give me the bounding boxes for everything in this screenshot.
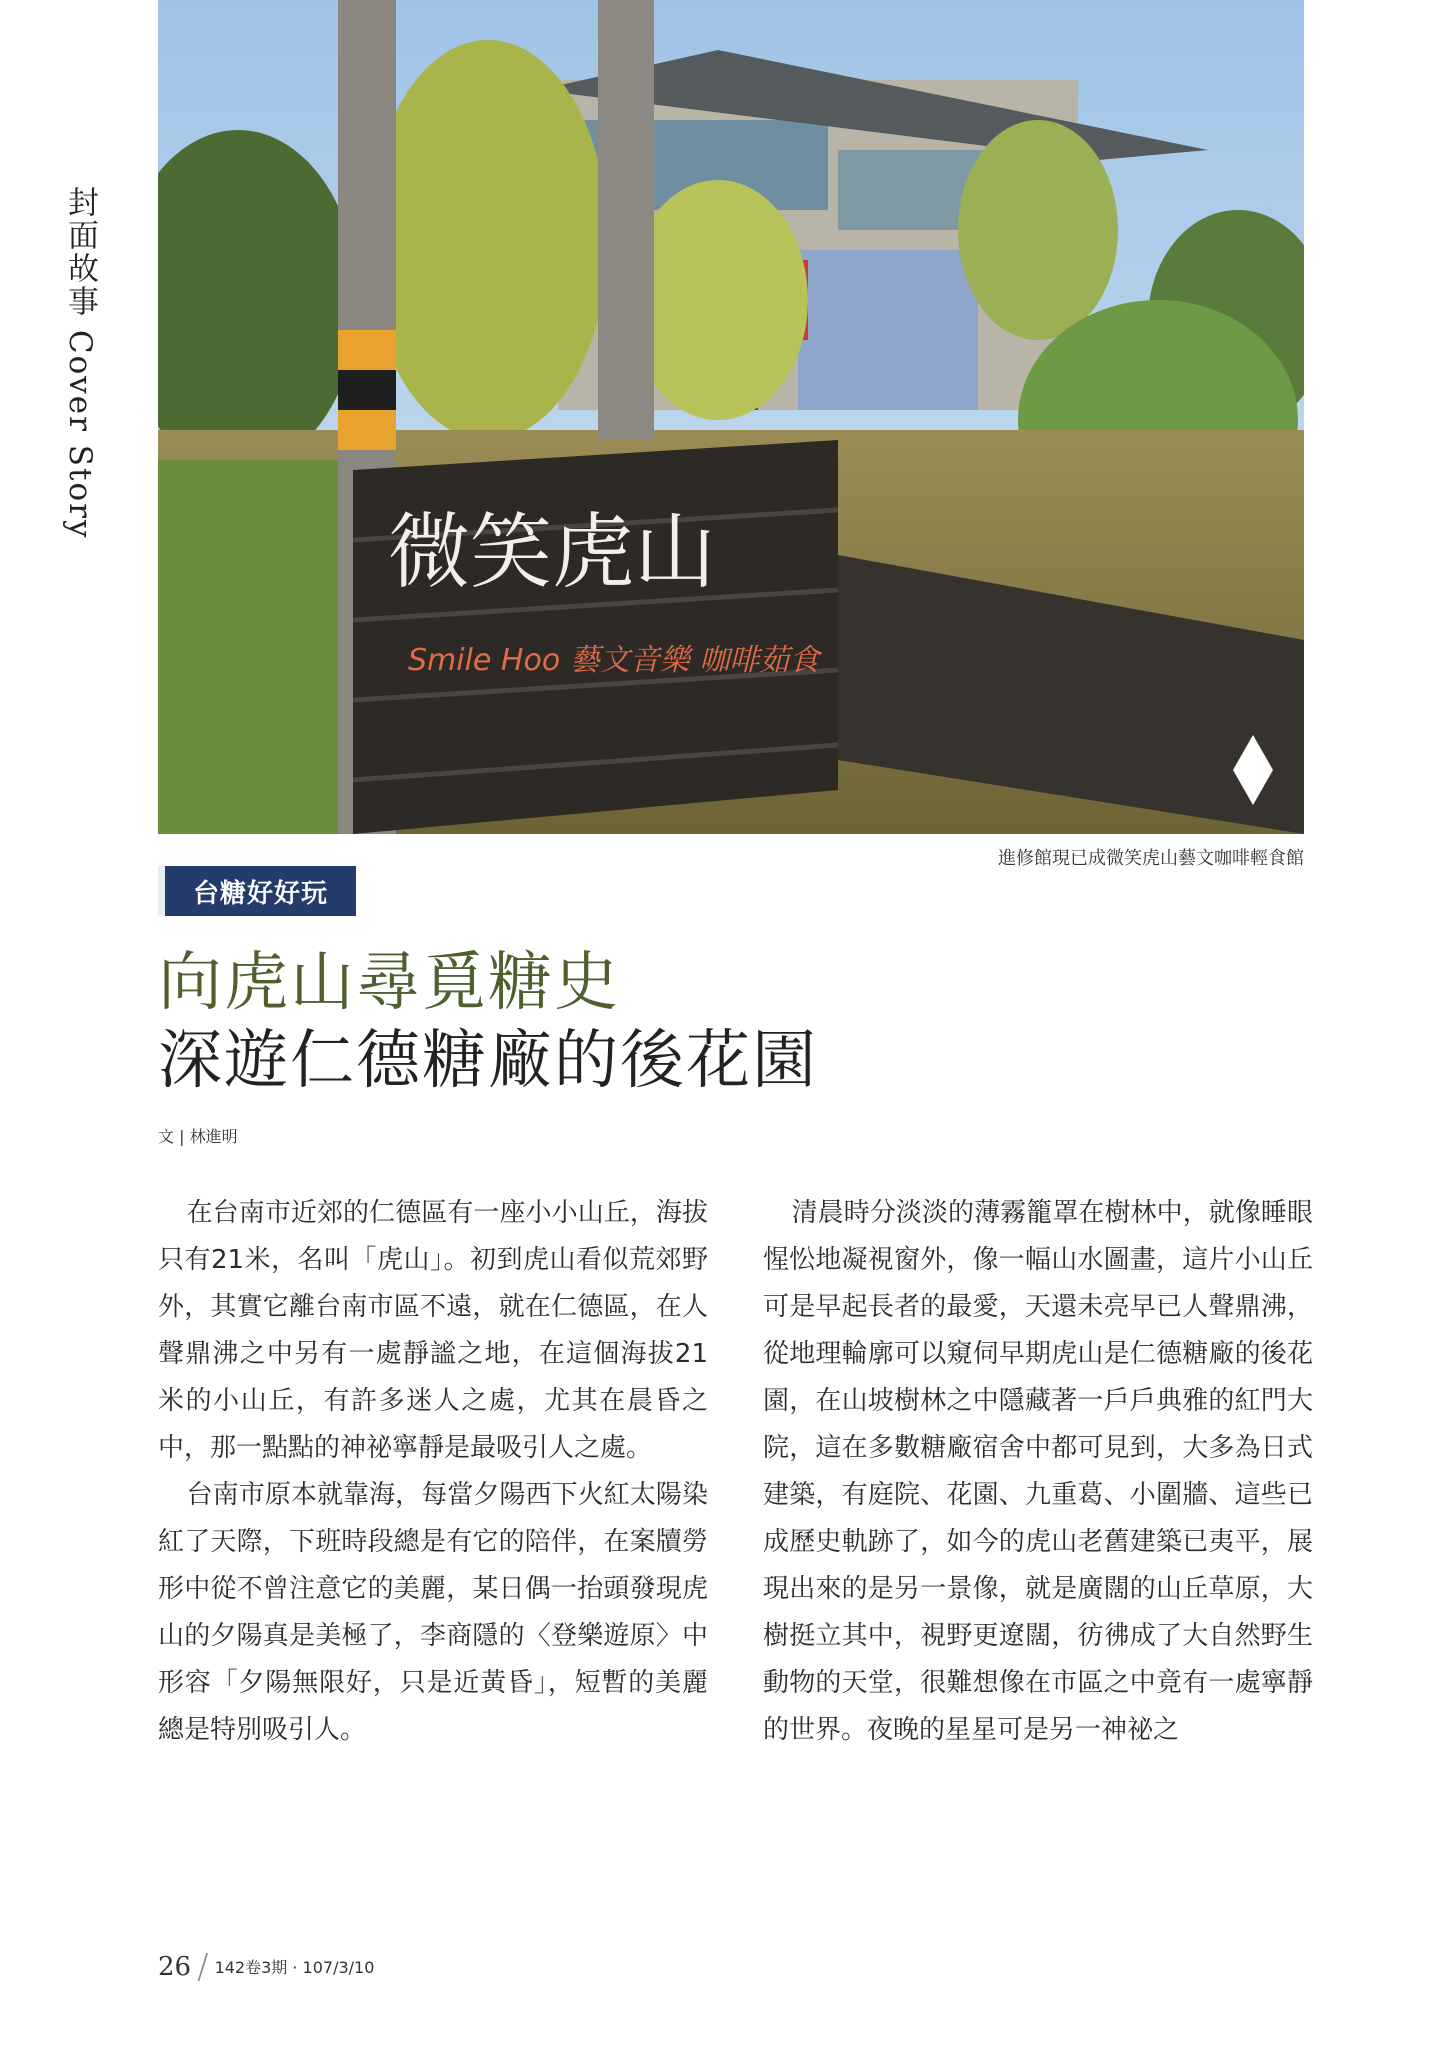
issue-info: 142卷3期 · 107/3/10 bbox=[214, 1958, 375, 1977]
paragraph: 台南市原本就靠海，每當夕陽西下火紅太陽染紅了天際，下班時段總是有它的陪伴，在案牘勞形中從不曾注意它的美麗，某日偶一抬頭發現虎山的夕陽真是美極了，李商隱的〈登樂遊原〉中形容「夕陽無限好，只是近黃昏」，短暫的美麗總是特別吸引人。 bbox=[158, 1480, 708, 1745]
paragraph: 清晨時分淡淡的薄霧籠罩在樹林中，就像睡眼惺忪地凝視窗外，像一幅山水圖畫，這片小山丘可是早起長者的最愛，天還未亮早已人聲鼎沸，從地理輪廓可以窺伺早期虎山是仁德糖廠的後花園，在山坡樹林之中隱藏著一戶戶典雅的紅門大院，這在多數糖廠宿舍中都可見到，大多為日式建築，有庭院、花園、九重葛、小圍牆、這些已成歷史軌跡了，如今的虎山老舊建築已夷平，展現出來的是另一景像，就是廣闊的山丘草原，大樹挺立其中，視野更遼闊，彷彿成了大自然野生動物的天堂，很難想像在市區之中竟有一處寧靜的世界。夜晚的星星可是另一神祕之 bbox=[763, 1198, 1313, 1745]
article-title bbox=[158, 944, 1304, 1100]
paragraph: 在台南市近郊的仁德區有一座小小山丘，海拔只有21米，名叫「虎山」。初到虎山看似荒郊野外，其實它離台南市區不遠，就在仁德區，在人聲鼎沸之中另有一處靜謐之地，在這個海拔21米的小山丘，有許多迷人之處，尤其在晨昏之中，那一點點的神祕寧靜是最吸引人之處。 bbox=[158, 1198, 708, 1463]
footer-divider: / bbox=[197, 1947, 209, 1987]
left-column bbox=[158, 1190, 708, 1754]
page-footer bbox=[158, 1947, 375, 1987]
section-tag: 台糖好好玩 bbox=[158, 866, 356, 916]
byline: 文 | 林進明 bbox=[158, 1127, 238, 1146]
right-column bbox=[763, 1190, 1313, 1754]
page-number: 26 bbox=[158, 1952, 192, 1982]
section-side-label: 封面故事 Cover Story bbox=[62, 186, 98, 540]
sign-sub-text: Smile Hoo 藝文音樂 咖啡茹食 bbox=[408, 643, 820, 678]
cover-photo bbox=[158, 0, 1304, 834]
title-line-2: 深遊仁德糖廠的後花園 bbox=[158, 1024, 818, 1098]
photo-caption: 進修館現已成微笑虎山藝文咖啡輕食館 bbox=[998, 848, 1304, 869]
title-line-1: 向虎山尋覓糖史 bbox=[158, 946, 620, 1020]
sign-main-text: 微笑虎山 bbox=[388, 505, 717, 600]
